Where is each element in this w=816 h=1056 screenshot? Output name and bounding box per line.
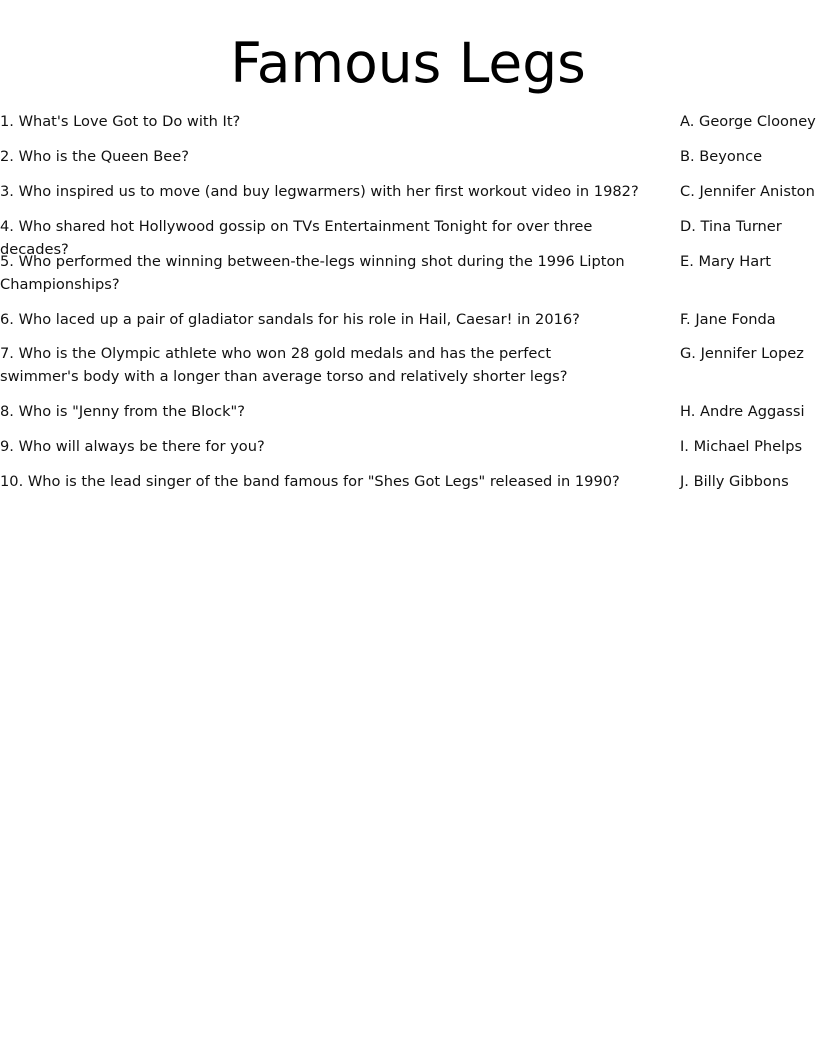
question-7: 7. Who is the Olympic athlete who won 28 gold medals and has the perfect swimmer's body with a longer than average torso and relatively shorter legs? xyxy=(0,345,568,385)
answer-g: G. Jennifer Lopez xyxy=(680,345,804,362)
question-8: 8. Who is "Jenny from the Block"? xyxy=(0,403,245,420)
question-3: 3. Who inspired us to move (and buy legwarmers) with her first workout video in 1982? xyxy=(0,183,639,200)
answer-i: I. Michael Phelps xyxy=(680,438,803,455)
question-5: 5. Who performed the winning between-the-legs winning shot during the 1996 Lipton Championships? xyxy=(0,253,625,293)
page-title: Famous Legs xyxy=(230,31,586,95)
answer-e: E. Mary Hart xyxy=(680,253,771,270)
question-9: 9. Who will always be there for you? xyxy=(0,438,265,455)
answer-f: F. Jane Fonda xyxy=(680,311,776,328)
question-10: 10. Who is the lead singer of the band famous for "Shes Got Legs" released in 1990? xyxy=(0,473,620,490)
answer-b: B. Beyonce xyxy=(680,148,763,165)
answer-j: J. Billy Gibbons xyxy=(680,473,789,490)
answer-d: D. Tina Turner xyxy=(680,218,782,235)
question-4: 4. Who shared hot Hollywood gossip on TVs Entertainment Tonight for over three decades? xyxy=(0,218,593,258)
question-1: 1. What's Love Got to Do with It? xyxy=(0,113,241,130)
answer-c: C. Jennifer Aniston xyxy=(680,183,815,200)
question-6: 6. Who laced up a pair of gladiator sandals for his role in Hail, Caesar! in 2016? xyxy=(0,311,580,328)
answer-h: H. Andre Aggassi xyxy=(680,403,805,420)
answer-a: A. George Clooney xyxy=(680,113,816,130)
question-2: 2. Who is the Queen Bee? xyxy=(0,148,189,165)
